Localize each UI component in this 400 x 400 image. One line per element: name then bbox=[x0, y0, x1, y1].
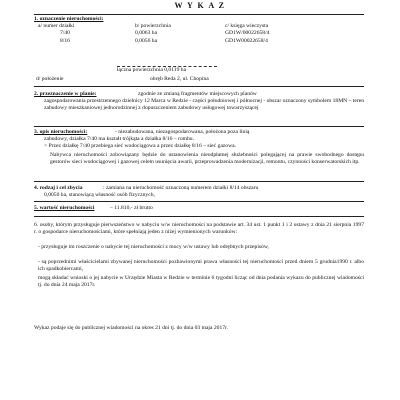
plot-number: 8/16 bbox=[60, 38, 70, 44]
section-5-heading: 5. wartość nieruchomości bbox=[34, 205, 95, 211]
location-value: obręb Reda 2, ul. Chopina bbox=[150, 76, 209, 82]
top-rule bbox=[34, 14, 364, 15]
section-rule bbox=[34, 201, 364, 202]
section-2-body: zagospodarowania przestrzennego dzielnicy 12 Marca w Redzie - części południowej i północnej - obszar oznaczony symbolem 18MN – teren zabudowy mieszkaniowej jednorodzinnej z dopuszczeniem zabudowy usługowej towarzyszącej bbox=[44, 98, 364, 111]
section-2-heading: 2. przeznaczenie w planie: bbox=[34, 91, 97, 97]
publication-notice: Wykaz podaje się do publicznej wiadomości na okres 21 dni tj. do dnia 03 maja 2017r. bbox=[34, 325, 228, 331]
section-rule bbox=[34, 86, 364, 87]
section-4-second-line: 0,0050 ha, stanowiącą własność osób fizycznych, bbox=[44, 192, 155, 198]
document-title: W Y K A Z bbox=[174, 1, 226, 10]
priority-condition-2: - są poprzednimi właścicielami zbywanej nieruchomości pozbawionymi prawa własności tej nieruchomości przed dniem 5 grudnia1990 r. albo ich spadkobiercami, bbox=[38, 259, 364, 272]
section-rule bbox=[34, 216, 364, 217]
plot-number: 7/40 bbox=[60, 30, 70, 36]
section-4-first-line: : zamiana na nieruchomość oznaczoną numerem działki 8/14 obszaru bbox=[103, 185, 259, 191]
section-rule bbox=[34, 126, 364, 127]
land-register-number: GD1W00022658/4 bbox=[225, 38, 268, 44]
section-3-second-line: zabudowy, działka 7/40 ma kształt trójkąta a działka 8/16 – rombu. bbox=[44, 136, 195, 142]
section-3-first-line: - niezabudowana, niezagospodarowana, położona poza linią bbox=[115, 129, 250, 135]
section-3-body: Nabywca nieruchomości zobowiązany będzie do ustanowienia nieodpłatnej służebności polegającej na prawie swobodnego dostępu gestorów sieci wodociągowej i gazowej celem usunięcia awarii, przeprowadzenia modernizacji, remontu, czynności konserwatorskich itp. bbox=[50, 152, 364, 165]
section-3-heading: 3. opis nieruchomości: bbox=[34, 129, 88, 135]
priority-condition-1: - przysługuje im roszczenie o nabycie tej nieruchomości z mocy w/w ustawy lub odrębnych przepisów, bbox=[38, 244, 269, 250]
col-plot-number-header: a/ numer działki bbox=[38, 23, 75, 29]
section-2-first-line: zgodnie ze zmianą fragmentów miejscowych planów bbox=[138, 91, 257, 97]
property-value: – 11.810,- zł brutto bbox=[110, 205, 153, 211]
section-rule bbox=[34, 181, 364, 182]
land-register-number: GD1W/00022658/4 bbox=[225, 30, 270, 36]
plot-area: 0,0063 ha bbox=[135, 30, 158, 36]
section-6-intro: 6. osoby, którym przysługuje pierwszeństwo w nabyciu w/w nieruchomości na podstawie art. 34 ust. 1 punkt 1 i 2 ustawy z dnia 21 sierpnia 1997 r. o gospodarce nieruchomościami, które spełniają jeden z niżej wymienionych warunków: bbox=[34, 222, 364, 235]
total-area: łączna powierzchnia 0,0119 ha bbox=[117, 67, 187, 73]
col-area-header: b/ powierzchnia bbox=[135, 23, 171, 29]
plot-area: 0,0056 ha bbox=[135, 38, 158, 44]
location-label: d/ położenie bbox=[36, 76, 64, 82]
section-3-utilities-line: > Przez działkę 7/40 przebiega sieć wodociągowa a przez działkę 8/16 – sieć gazowa. bbox=[44, 143, 237, 149]
col-land-register-header: c/ księga wieczysta bbox=[225, 23, 269, 29]
section-4-heading: 4. rodzaj i cel zbycia bbox=[34, 185, 83, 191]
section-1-heading: 1. oznaczenie nieruchomości: bbox=[34, 16, 104, 22]
section-6-deadline: mogą składać wnioski o jej nabycie w Urzędzie Miasta w Redzie w terminie 6 tygodni licząc od dnia podania wykazu do publicznej wiadomości tj. do dnia 24 maja 2017r. bbox=[38, 275, 364, 288]
